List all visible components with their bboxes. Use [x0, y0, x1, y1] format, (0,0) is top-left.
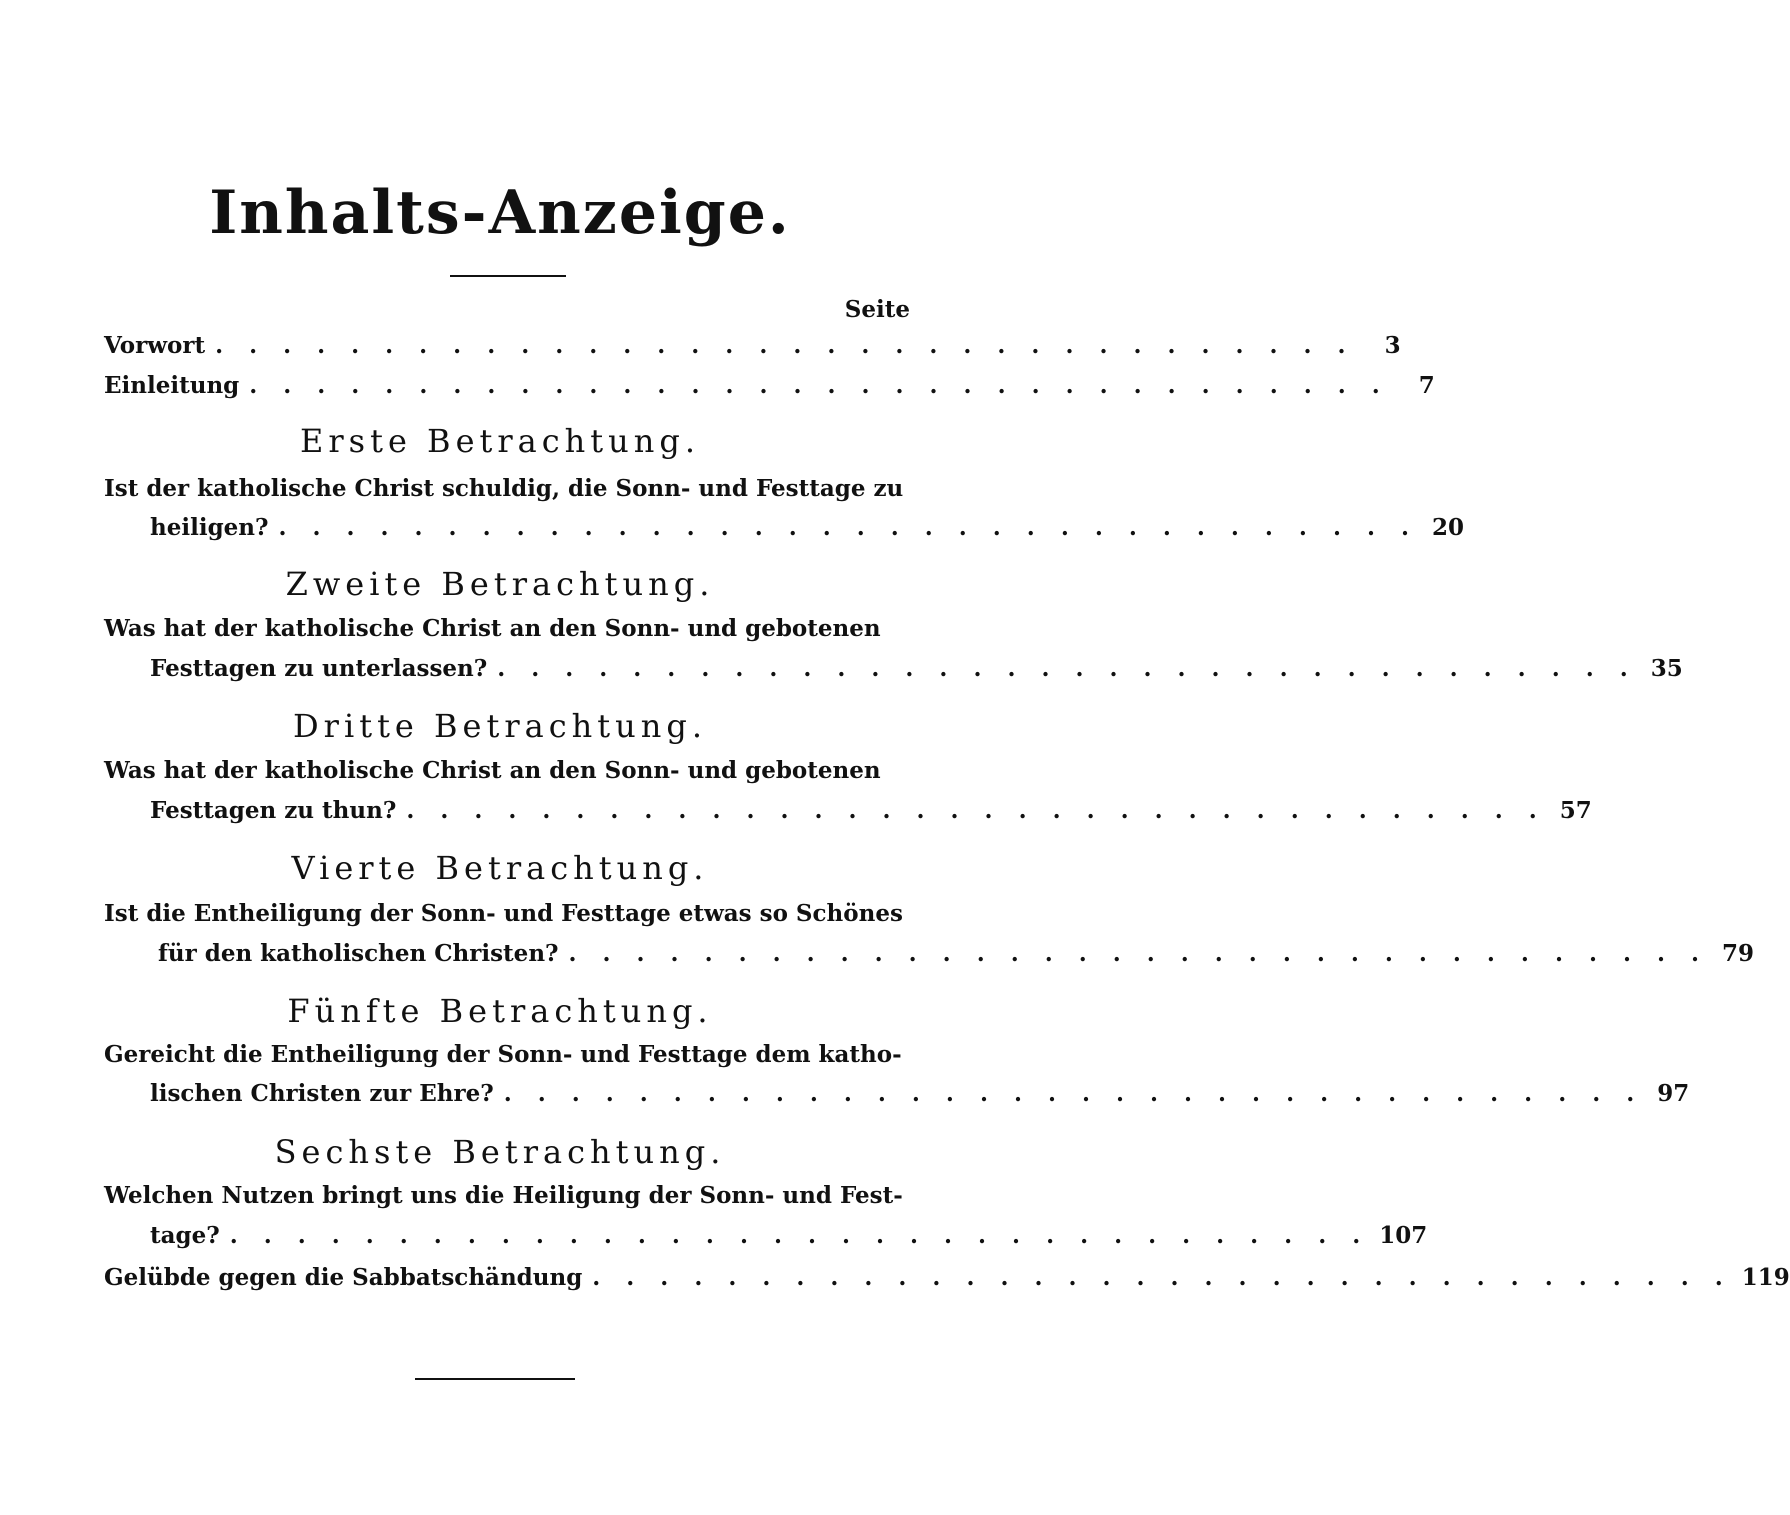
section-heading-6: Sechste Betrachtung.	[274, 1133, 726, 1171]
section-question-line2	[158, 940, 1755, 967]
section-heading-5: Fünfte Betrachtung.	[287, 992, 713, 1030]
footer-divider	[415, 1378, 575, 1380]
toc-entry-page: 3	[1384, 332, 1401, 359]
toc-entry-text: Festtagen zu unterlassen?	[150, 655, 488, 682]
toc-entry-page: 79	[1722, 940, 1755, 967]
section-heading-3: Dritte Betrachtung.	[293, 707, 707, 745]
section-question-line2	[150, 797, 1592, 824]
section-question-line2	[150, 514, 1464, 541]
toc-entry-page: 7	[1418, 372, 1435, 399]
toc-entry-text: für den katholischen Christen?	[158, 940, 559, 967]
section-question-line1: Ist die Entheiligung der Sonn- und Festtage etwas so Schönes	[104, 900, 903, 927]
section-question-line1: Was hat der katholische Christ an den Sonn- und gebotenen	[104, 615, 881, 642]
toc-entry-text: Einleitung	[104, 372, 240, 399]
toc-entry-geluebde	[104, 1264, 1790, 1291]
toc-entry-text: Vorwort	[104, 332, 206, 359]
toc-entry-text: lischen Christen zur Ehre?	[150, 1080, 494, 1107]
leader-dots: . . . . . . . . . . . . . . . . . . . . . . . . . . . . . . . . . .	[215, 332, 1355, 359]
toc-entry-page: 97	[1657, 1080, 1690, 1107]
section-question-line1: Ist der katholische Christ schuldig, die Sonn- und Festtage zu	[104, 475, 904, 502]
toc-entry-page: 35	[1650, 655, 1683, 682]
title-divider	[450, 275, 566, 277]
toc-entry-text: heiligen?	[150, 514, 269, 541]
section-question-line2	[150, 1222, 1428, 1249]
toc-entry-text: tage?	[150, 1222, 220, 1249]
leader-dots: . . . . . . . . . . . . . . . . . . . . . . . . . . . . . . . . . .	[229, 1222, 1370, 1249]
leader-dots: . . . . . . . . . . . . . . . . . . . . . . . . . . . . . . . . . .	[278, 514, 1418, 541]
page-title: Inhalts-Anzeige.	[209, 178, 791, 248]
section-heading-2: Zweite Betrachtung.	[285, 565, 715, 603]
section-heading-1: Erste Betrachtung.	[300, 422, 700, 460]
section-question-line1: Was hat der katholische Christ an den Sonn- und gebotenen	[104, 757, 881, 784]
page-column-label: Seite	[844, 296, 910, 323]
section-heading-4: Vierte Betrachtung.	[291, 849, 709, 887]
leader-dots: . . . . . . . . . . . . . . . . . . . . . . . . . . . . . . . . . .	[249, 372, 1389, 399]
toc-entry-vorwort	[104, 332, 1401, 359]
toc-entry-page: 57	[1559, 797, 1592, 824]
toc-entry-page: 119	[1741, 1264, 1790, 1291]
leader-dots: . . . . . . . . . . . . . . . . . . . . . . . . . . . . . . . . . .	[503, 1080, 1644, 1107]
section-question-line1: Welchen Nutzen bringt uns die Heiligung der Sonn- und Fest-	[104, 1182, 903, 1209]
toc-entry-text: Gelübde gegen die Sabbatschändung	[104, 1264, 583, 1291]
leader-dots: . . . . . . . . . . . . . . . . . . . . . . . . . . . . . . . . . .	[592, 1264, 1732, 1291]
leader-dots: . . . . . . . . . . . . . . . . . . . . . . . . . . . . . . . . . .	[406, 797, 1546, 824]
toc-entry-page: 107	[1379, 1222, 1428, 1249]
toc-entry-page: 20	[1431, 514, 1464, 541]
leader-dots: . . . . . . . . . . . . . . . . . . . . . . . . . . . . . . . . . .	[497, 655, 1637, 682]
section-question-line1: Gereicht die Entheiligung der Sonn- und Festtage dem katho-	[104, 1041, 902, 1068]
toc-entry-text: Festtagen zu thun?	[150, 797, 397, 824]
section-question-line2	[150, 1080, 1690, 1107]
section-question-line2	[150, 655, 1683, 682]
toc-entry-einleitung	[104, 372, 1435, 399]
leader-dots: . . . . . . . . . . . . . . . . . . . . . . . . . . . . . . . . . .	[568, 940, 1709, 967]
